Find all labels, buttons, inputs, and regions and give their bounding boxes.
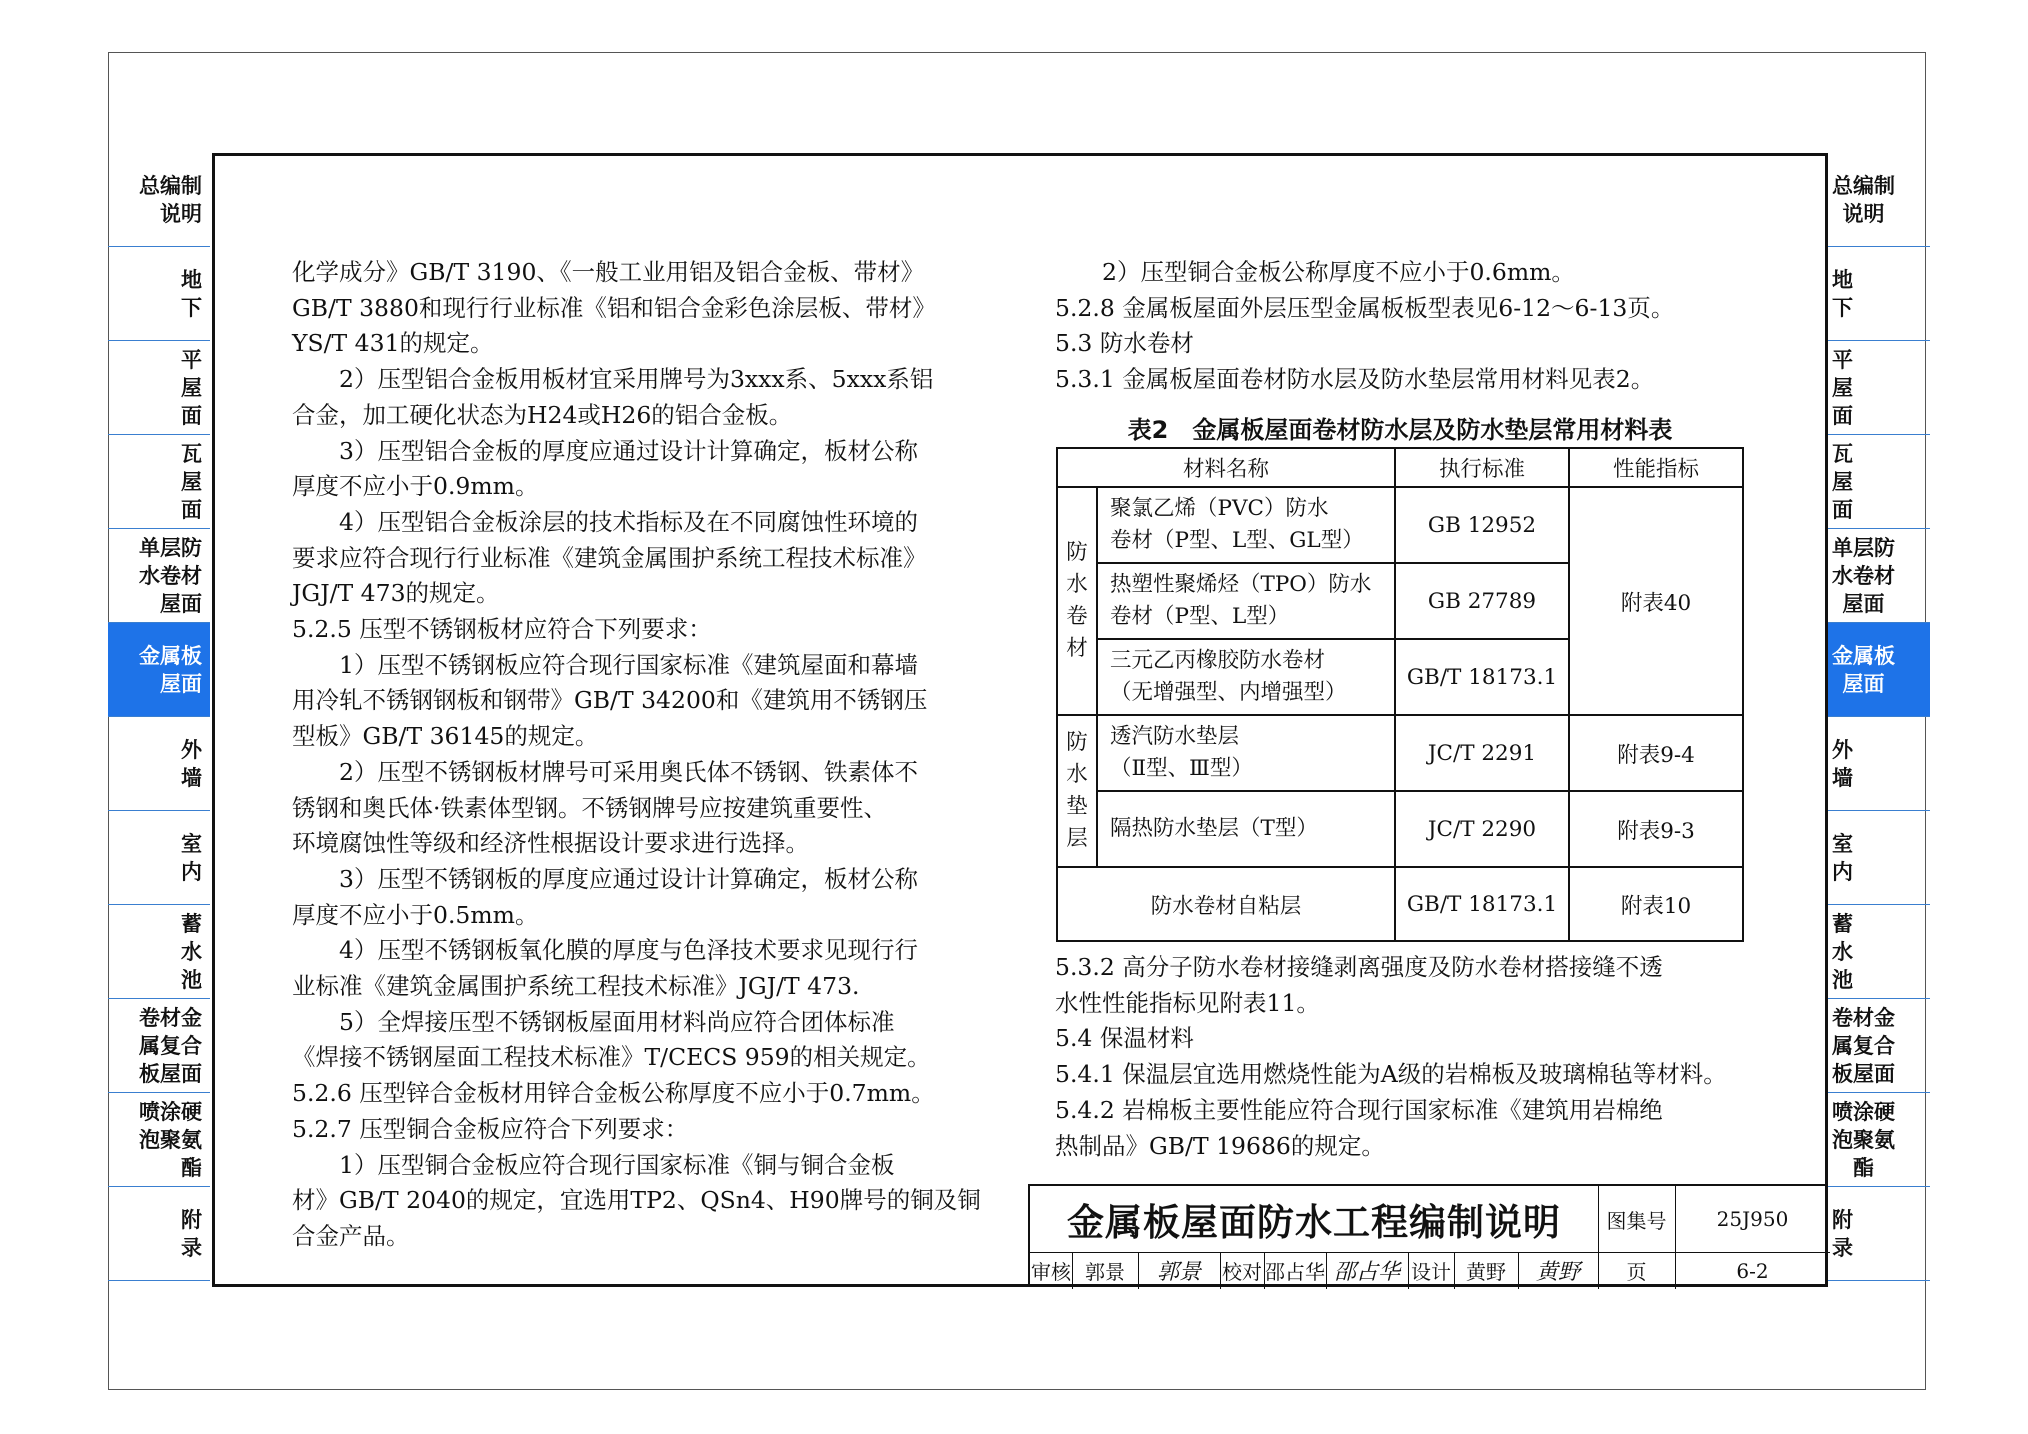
group-waterproof-underlay: 防 水 垫 层: [1057, 715, 1097, 867]
text-line: 5.4.2 岩棉板主要性能应符合现行国家标准《建筑用岩棉绝: [1055, 1095, 1663, 1124]
cell-material: 热塑性聚烯烃（TPO）防水 卷材（P型、L型）: [1097, 563, 1395, 639]
right-nav-item-appendix[interactable]: [1828, 1187, 1930, 1281]
text-line: 合金，加工硬化状态为H24或H26的铝合金板。: [292, 400, 793, 429]
right-text-column-top: [1055, 255, 1745, 398]
nav-label: 附 录: [1832, 1207, 1853, 1260]
nav-label: 卷材金 属复合 板屋面: [139, 1005, 202, 1086]
cell-material: 聚氯乙烯（PVC）防水 卷材（P型、L型、GL型）: [1097, 487, 1395, 563]
text-line: 型板》GB/T 36145的规定。: [292, 722, 599, 751]
nav-label: 总编制 说明: [1832, 173, 1895, 226]
table-row: [1057, 867, 1743, 941]
checker-name: 邵占华: [1265, 1260, 1325, 1284]
text-line: 用冷轧不锈钢钢板和钢带》GB/T 34200和《建筑用不锈钢压: [292, 686, 928, 715]
text-line: 厚度不应小于0.9mm。: [292, 472, 539, 501]
nav-label: 室 内: [181, 831, 202, 884]
left-nav-item-flat-roof[interactable]: [108, 341, 210, 435]
left-nav-item-tile-roof[interactable]: [108, 435, 210, 529]
cell-standard: GB/T 18173.1: [1395, 867, 1569, 941]
reviewer-name: 郭景: [1085, 1260, 1125, 1284]
text-line: 材》GB/T 2040的规定，宜选用TP2、QSn4、H90牌号的铜及铜: [292, 1186, 981, 1215]
text-line: 化学成分》GB/T 3190、《一般工业用铝及铝合金板、带材》: [292, 258, 925, 286]
table-row: [1057, 487, 1743, 563]
text-line: 1）压型不锈钢板应符合现行国家标准《建筑屋面和幕墙: [292, 650, 918, 679]
header-material: 材料名称: [1057, 448, 1395, 487]
right-nav-item-composite-roof[interactable]: [1828, 999, 1930, 1093]
text-line: 《焊接不锈钢屋面工程技术标准》T/CECS 959的相关规定。: [292, 1043, 931, 1072]
nav-label: 室 内: [1832, 831, 1853, 884]
text-line: 3）压型铝合金板的厚度应通过设计计算确定，板材公称: [292, 436, 918, 465]
table-title: 表2 金属板屋面卷材防水层及防水垫层常用材料表: [1127, 416, 1673, 444]
nav-label: 地 下: [181, 267, 202, 320]
text-line: 5.2.6 压型锌合金板材用锌合金板公称厚度不应小于0.7mm。: [292, 1079, 935, 1108]
text-line: 厚度不应小于0.5mm。: [292, 900, 539, 929]
nav-label: 金属板 屋面: [139, 643, 202, 696]
cell-material: 隔热防水垫层（T型）: [1097, 791, 1395, 867]
text-line: 5.4.1 保温层宜选用燃烧性能为A级的岩棉板及玻璃棉毡等材料。: [1055, 1060, 1727, 1089]
table-row: [1057, 715, 1743, 791]
nav-label: 附 录: [181, 1207, 202, 1260]
text-line: 5.2.5 压型不锈钢板材应符合下列要求：: [292, 615, 712, 644]
cell-standard: GB/T 18173.1: [1395, 639, 1569, 715]
group-waterproof-membrane: 防 水 卷 材: [1057, 487, 1097, 715]
cell-standard: JC/T 2290: [1395, 791, 1569, 867]
nav-label: 卷材金 属复合 板屋面: [1832, 1005, 1895, 1086]
text-line: 5.3 防水卷材: [1055, 329, 1194, 358]
table-row: [1057, 791, 1743, 867]
cell-performance-merged: 附表40: [1569, 487, 1743, 715]
nav-label: 瓦 屋 面: [181, 441, 202, 522]
text-line: 2）压型铜合金板公称厚度不应小于0.6mm。: [1055, 258, 1575, 286]
nav-label: 喷涂硬 泡聚氨 酯: [139, 1099, 202, 1180]
cell-standard: JC/T 2291: [1395, 715, 1569, 791]
left-nav-item-metal-roof[interactable]: [108, 623, 210, 717]
right-nav-item-tile-roof[interactable]: [1828, 435, 1930, 529]
left-nav-item-underground[interactable]: [108, 247, 210, 341]
cell-performance: 附表10: [1569, 867, 1743, 941]
right-nav-item-exterior-wall[interactable]: [1828, 717, 1930, 811]
left-nav-item-appendix[interactable]: [108, 1187, 210, 1281]
checker-signature: 邵占华: [1333, 1260, 1400, 1285]
left-nav-item-interior[interactable]: [108, 811, 210, 905]
nav-label: 金属板 屋面: [1832, 643, 1895, 696]
text-line: 锈钢和奥氏体·铁素体型钢。不锈钢牌号应按建筑重要性、: [292, 793, 887, 822]
page-label: 页: [1626, 1260, 1647, 1284]
left-text-column: [292, 255, 992, 1255]
title-block: [1028, 1184, 1828, 1287]
text-line: 5.3.2 高分子防水卷材接缝剥离强度及防水卷材搭接缝不透: [1055, 953, 1663, 981]
nav-label: 蓄 水 池: [181, 911, 202, 992]
design-label: 设计: [1411, 1260, 1451, 1284]
text-line: 3）压型不锈钢板的厚度应通过设计计算确定，板材公称: [292, 864, 918, 893]
atlas-number: 25J950: [1716, 1207, 1789, 1231]
designer-name: 黄野: [1466, 1260, 1506, 1284]
text-line: JGJ/T 473的规定。: [292, 579, 500, 608]
right-nav-item-spray-foam[interactable]: [1828, 1093, 1930, 1187]
left-nav-item-exterior-wall[interactable]: [108, 717, 210, 811]
text-line: 2）压型铝合金板用板材宜采用牌号为3xxx系、5xxx系铝: [292, 365, 934, 394]
cell-standard: GB 27789: [1395, 563, 1569, 639]
nav-label: 单层防 水卷材 屋面: [1832, 535, 1895, 616]
nav-label: 外 墙: [181, 737, 202, 790]
materials-table: [1056, 447, 1744, 942]
text-line: 4）压型铝合金板涂层的技术指标及在不同腐蚀性环境的: [292, 507, 918, 536]
right-nav-item-single-layer[interactable]: [1828, 529, 1930, 623]
text-line: GB/T 3880和现行行业标准《铝和铝合金彩色涂层板、带材》: [292, 293, 936, 322]
reviewer-signature: 郭景: [1156, 1260, 1201, 1285]
cell-standard: GB 12952: [1395, 487, 1569, 563]
text-line: 热制品》GB/T 19686的规定。: [1055, 1131, 1385, 1160]
nav-label: 单层防 水卷材 屋面: [139, 535, 202, 616]
left-nav-item-reservoir[interactable]: [108, 905, 210, 999]
text-line: 5.2.7 压型铜合金板应符合下列要求：: [292, 1114, 689, 1143]
nav-label: 总编制 说明: [139, 173, 202, 226]
right-nav-item-metal-roof[interactable]: [1828, 623, 1930, 717]
right-text-column-bottom: [1055, 950, 1745, 1164]
cell-material: 三元乙丙橡胶防水卷材 （无增强型、内增强型）: [1097, 639, 1395, 715]
text-line: 要求应符合现行行业标准《建筑金属围护系统工程技术标准》: [292, 543, 927, 572]
cell-material: 防水卷材自粘层: [1057, 867, 1395, 941]
right-nav-item-reservoir[interactable]: [1828, 905, 1930, 999]
atlas-label: 图集号: [1606, 1208, 1667, 1233]
header-performance: 性能指标: [1569, 448, 1743, 487]
cell-performance: 附表9-3: [1569, 791, 1743, 867]
text-line: 业标准《建筑金属围护系统工程技术标准》JGJ/T 473.: [292, 972, 860, 1001]
left-nav-item-spray-foam[interactable]: [108, 1093, 210, 1187]
text-line: 环境腐蚀性等级和经济性根据设计要求进行选择。: [292, 829, 809, 858]
cell-performance: 附表9-4: [1569, 715, 1743, 791]
text-line: 水性性能指标见附表11。: [1055, 988, 1320, 1017]
right-nav-item-general[interactable]: [1828, 153, 1930, 247]
text-line: 1）压型铜合金板应符合现行国家标准《铜与铜合金板: [292, 1150, 895, 1179]
header-standard: 执行标准: [1395, 448, 1569, 487]
text-line: 5.2.8 金属板屋面外层压型金属板板型表见6-12～6-13页。: [1055, 293, 1675, 322]
text-line: 5.3.1 金属板屋面卷材防水层及防水垫层常用材料见表2。: [1055, 365, 1655, 394]
right-nav-item-flat-roof[interactable]: [1828, 341, 1930, 435]
left-nav-item-general[interactable]: [108, 153, 210, 247]
right-nav-item-underground[interactable]: [1828, 247, 1930, 341]
nav-label: 喷涂硬 泡聚氨 酯: [1832, 1099, 1895, 1180]
left-nav-item-composite-roof[interactable]: [108, 999, 210, 1093]
left-nav-item-single-layer[interactable]: [108, 529, 210, 623]
text-line: 4）压型不锈钢板氧化膜的厚度与色泽技术要求见现行行: [292, 936, 918, 965]
right-nav-item-interior[interactable]: [1828, 811, 1930, 905]
drawing-title: 金属板屋面防水工程编制说明: [1067, 1201, 1561, 1244]
nav-label: 平 屋 面: [1832, 347, 1853, 428]
text-line: YS/T 431的规定。: [292, 329, 494, 358]
text-line: 2）压型不锈钢板材牌号可采用奥氏体不锈钢、铁素体不: [292, 757, 918, 786]
review-label: 审核: [1031, 1260, 1071, 1284]
text-line: 5）全焊接压型不锈钢板屋面用材料尚应符合团体标准: [292, 1007, 895, 1036]
check-label: 校对: [1222, 1260, 1262, 1284]
text-line: 5.4 保温材料: [1055, 1024, 1194, 1053]
nav-label: 平 屋 面: [181, 347, 202, 428]
designer-signature: 黄野: [1535, 1260, 1580, 1285]
cell-material: 透汽防水垫层 （Ⅱ型、Ⅲ型）: [1097, 715, 1395, 791]
page-number: 6-2: [1736, 1258, 1769, 1283]
nav-label: 瓦 屋 面: [1832, 441, 1853, 522]
nav-label: 外 墙: [1832, 737, 1853, 790]
nav-label: 蓄 水 池: [1832, 911, 1853, 992]
nav-label: 地 下: [1832, 267, 1853, 320]
table-header-row: [1057, 448, 1743, 487]
text-line: 合金产品。: [292, 1221, 410, 1250]
